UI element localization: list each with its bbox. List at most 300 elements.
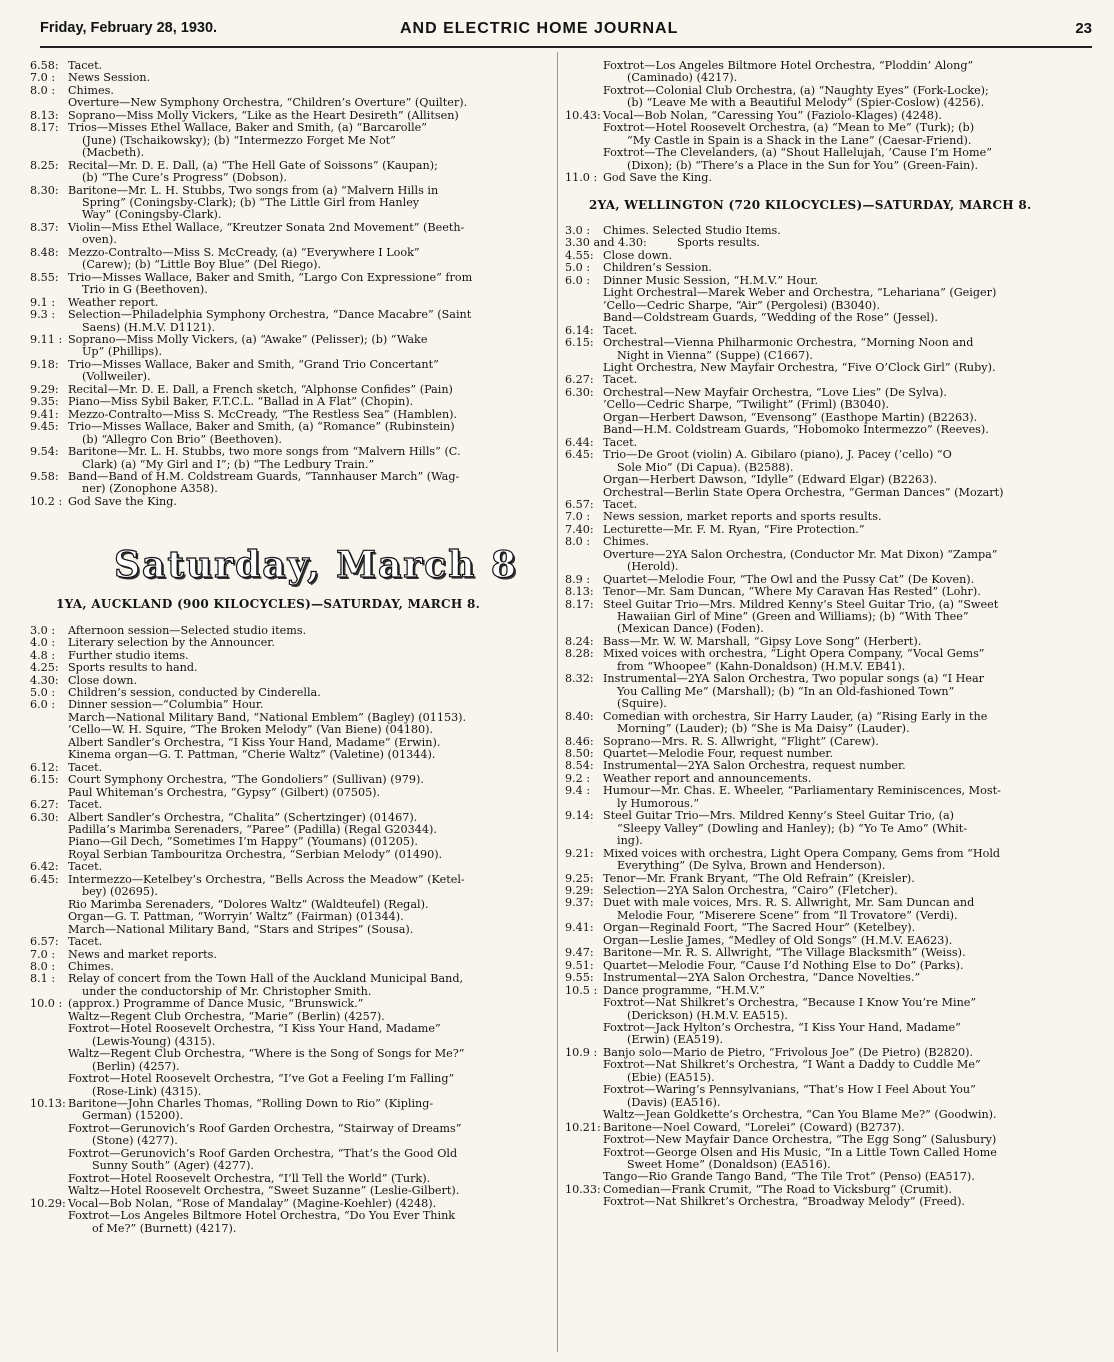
- right-column: [565, 60, 1077, 1209]
- program-time: 6.14:: [565, 323, 594, 337]
- program-subitem: Organ—G. T. Pattman, “Worryin’ Waltz” (Fairman) (01344).: [68, 910, 404, 924]
- program-text: Trio—Misses Wallace, Baker and Smith, “Largo Con Expressione” from: [68, 270, 473, 284]
- program-subitem: Rio Marimba Serenaders, “Dolores Waltz” (Waldteufel) (Regal).: [68, 897, 429, 911]
- program-text: (b) “Allegro Con Brio” (Beethoven).: [82, 432, 282, 446]
- program-text: Tacet.: [68, 860, 103, 874]
- program-text: Chimes.: [68, 960, 114, 973]
- program-time: 10.29:: [30, 1196, 66, 1210]
- program-text: Trios—Misses Ethel Wallace, Baker and Smith, (a) “Barcarolle”: [68, 121, 428, 135]
- program-subitem: ’Cello—W. H. Squire, “The Broken Melody” (Van Biene) (04180).: [68, 723, 434, 737]
- program-time: 7.0 :: [30, 947, 56, 961]
- program-subitem: (Derickson) (H.M.V. EA515).: [627, 1008, 788, 1022]
- program-text: Sports results to hand.: [68, 661, 198, 675]
- program-entry: [30, 160, 548, 185]
- program-subitem: Waltz—Regent Club Orchestra, “Where is the Song of Songs for Me?”: [68, 1047, 465, 1061]
- program-entry: [565, 1047, 1077, 1122]
- program-text: Spring” (Coningsby-Clark); (b) “The Little Girl from Hanley: [82, 195, 420, 209]
- program-text: Relay of concert from the Town Hall of the Auckland Municipal Band,: [68, 972, 464, 986]
- program-time: 9.2 :: [565, 771, 591, 785]
- program-time: 10.43:: [565, 108, 601, 122]
- program-text: Instrumental—2YA Salon Orchestra, “Dance Novelties.”: [603, 971, 921, 985]
- program-subitem: Sunny South” (Ager) (4277).: [92, 1159, 254, 1173]
- program-time: 6.27:: [30, 798, 59, 812]
- program-entry: [565, 1184, 1077, 1209]
- program-text: Further studio items.: [68, 648, 189, 662]
- program-entry: [565, 586, 1077, 598]
- program-time: 6.30:: [565, 385, 594, 399]
- program-subitem: Waltz—Regent Club Orchestra, “Marie” (Berlin) (4257).: [68, 1009, 385, 1023]
- program-text: Band—Band of H.M. Coldstream Guards, “Tannhauser March” (Wag-: [68, 469, 460, 483]
- program-time: 9.51:: [565, 958, 594, 972]
- program-text: Quartet—Melodie Four, “The Owl and the Pussy Cat” (De Koven).: [603, 572, 975, 586]
- program-subitem: Foxtrot—Los Angeles Biltmore Hotel Orchestra, “Do You Ever Think: [68, 1209, 456, 1223]
- program-entry: [30, 122, 548, 159]
- day-heading: Saturday, March 8: [114, 544, 518, 587]
- program-entry: [30, 247, 548, 272]
- program-text: Tacet.: [68, 59, 103, 72]
- program-text: Baritone—Mr. L. H. Stubbs, Two songs from (a) “Malvern Hills in: [68, 183, 439, 197]
- program-time: 8.0 :: [30, 83, 56, 97]
- program-subitem: Tango—Rio Grande Tango Band, “The Tile Trot” (Penso) (EA517).: [603, 1170, 975, 1184]
- program-time: 10.0 :: [30, 997, 63, 1011]
- program-time: 9.55:: [565, 971, 594, 985]
- program-text: Hawaiian Girl of Mine” (Green and Williams); (b) “With Thee”: [617, 610, 969, 624]
- program-entry: [565, 60, 1077, 110]
- program-time: 7.0 :: [565, 510, 591, 524]
- program-subitem: (Dixon); (b) “There’s a Place in the Sun for You” (Green-Fain).: [627, 158, 979, 172]
- program-entry: [30, 446, 548, 471]
- friday-program-tail: [30, 60, 548, 508]
- program-text: ing).: [617, 834, 643, 848]
- program-entry: [565, 1122, 1077, 1184]
- program-time: 8.28:: [565, 647, 594, 661]
- program-time: 3.0 :: [30, 623, 56, 637]
- program-time: 8.13:: [30, 108, 59, 122]
- program-time: 8.32:: [565, 672, 594, 686]
- program-entry: [30, 396, 548, 408]
- program-text: Piano—Miss Sybil Baker, F.T.C.L. “Ballad in A Flat” (Chopin).: [68, 395, 414, 409]
- program-text: Tacet.: [603, 497, 638, 511]
- program-subitem: Light Orchestral—Marek Weber and Orchestra, “Lehariana” (Geiger): [603, 286, 997, 300]
- program-entry: [565, 337, 1077, 374]
- program-entry: [565, 972, 1077, 984]
- program-text: God Save the King.: [603, 171, 712, 185]
- program-entry: [30, 799, 548, 811]
- program-text: Steel Guitar Trio—Mrs. Mildred Kenny’s Steel Guitar Trio, (a) “Sweet: [603, 597, 999, 611]
- program-time: 6.0 :: [30, 698, 56, 712]
- program-text: Tacet.: [68, 935, 103, 949]
- program-time: 8.37:: [30, 220, 59, 234]
- program-subitem: Padilla’s Marimba Serenaders, “Paree” (Padilla) (Regal G20344).: [68, 823, 437, 837]
- program-time: 9.29:: [565, 884, 594, 897]
- program-text: ner) (Zonophone A358).: [82, 482, 218, 496]
- program-time: 9.25:: [565, 871, 594, 885]
- program-text: Court Symphony Orchestra, “The Gondoliers” (Sullivan) (979).: [68, 773, 424, 787]
- program-text: Trio—Misses Wallace, Baker and Smith, (a) “Romance” (Rubinstein): [68, 420, 455, 434]
- program-text: Weather report.: [68, 295, 159, 309]
- program-text: (Mexican Dance) (Foden).: [617, 622, 764, 636]
- program-subitem: ’Cello—Cedric Sharpe, “Air” (Pergolesi) (B3040).: [603, 298, 880, 312]
- program-subitem: (b) “Leave Me with a Beautiful Melody” (Spier-Coslow) (4256).: [627, 96, 985, 110]
- program-text: Tacet.: [603, 435, 638, 449]
- program-time: 9.4 :: [565, 784, 591, 798]
- program-entry: [30, 222, 548, 247]
- program-subitem: Foxtrot—Nat Shilkret’s Orchestra, “Because I Know You’re Mine”: [603, 996, 977, 1010]
- program-text: Tacet.: [603, 323, 638, 337]
- program-entry: [565, 536, 1077, 573]
- program-entry: [30, 812, 548, 862]
- program-time: 10.5 :: [565, 983, 598, 997]
- program-subitem: Foxtrot—Hotel Roosevelt Orchestra, “I Kiss Your Hand, Madame”: [68, 1022, 441, 1036]
- program-subitem: (Rose-Link) (4315).: [92, 1084, 202, 1098]
- program-subitem: Overture—2YA Salon Orchestra, (Conductor Mr. Mat Dixon) “Zampa”: [603, 547, 998, 561]
- issue-date: Friday, February 28, 1930.: [40, 20, 218, 36]
- program-time: 6.15:: [565, 336, 594, 350]
- program-entry: [30, 272, 548, 297]
- program-text: You Calling Me” (Marshall); (b) “In an Old-fashioned Town”: [617, 684, 955, 698]
- program-time: 6.58:: [30, 59, 59, 72]
- program-entry: [565, 648, 1077, 673]
- program-text: Tenor—Mr. Sam Duncan, “Where My Caravan Has Rested” (Lohr).: [603, 585, 981, 599]
- program-text: Clark) (a) “My Girl and I”; (b) “The Ledbury Train.”: [82, 457, 375, 471]
- program-time: 9.3 :: [30, 308, 56, 322]
- program-text: (June) (Tschaikowsky); (b) “Intermezzo Forget Me Not”: [82, 133, 396, 147]
- program-subitem: (Caminado) (4217).: [627, 71, 738, 85]
- program-text: Sole Mio” (Di Capua). (B2588).: [617, 460, 794, 474]
- program-time: 4.55:: [565, 248, 594, 262]
- program-time: 8.54:: [565, 759, 594, 773]
- program-time: 8.1 :: [30, 972, 56, 986]
- program-2ya: [565, 225, 1077, 1209]
- program-entry: [565, 511, 1077, 523]
- program-time: 4.8 :: [30, 648, 56, 662]
- program-text: Recital—Mr. D. E. Dall, a French sketch, “Alphonse Confides” (Pain): [68, 382, 453, 396]
- program-subitem: Foxtrot—Nat Shilkret’s Orchestra, “I Want a Daddy to Cuddle Me”: [603, 1058, 981, 1072]
- program-time: 6.42:: [30, 860, 59, 874]
- program-entry: [565, 110, 1077, 172]
- program-text: (Carew); (b) “Little Boy Blue” (Del Riego).: [82, 258, 322, 272]
- program-text: (approx.) Programme of Dance Music, “Brunswick.”: [68, 997, 364, 1011]
- left-column: [30, 60, 548, 1235]
- program-text: German) (15200).: [82, 1109, 184, 1123]
- program-text: Mezzo-Contralto—Miss S. McCready, “The Restless Sea” (Hamblen).: [68, 407, 458, 421]
- program-text: Selection—2YA Salon Orchestra, “Cairo” (Fletcher).: [603, 884, 898, 897]
- program-text: Organ—Reginald Foort, “The Sacred Hour” (Ketelbey).: [603, 921, 916, 935]
- program-subitem: Foxtrot—Los Angeles Biltmore Hotel Orchestra, “Ploddin’ Along”: [603, 59, 974, 72]
- program-text: Orchestral—New Mayfair Orchestra, “Love Lies” (De Sylva).: [603, 385, 947, 399]
- program-time: 9.1 :: [30, 295, 56, 309]
- program-text: Baritone—Mr. R. S. Allwright, “The Village Blacksmith” (Weiss).: [603, 946, 966, 960]
- program-time: 6.30:: [30, 810, 59, 824]
- page-number: 23: [1075, 20, 1092, 37]
- program-text: Humour—Mr. Chas. E. Wheeler, “Parliamentary Reminiscences, Most-: [603, 784, 1001, 798]
- program-text: Lecturette—Mr. F. M. Ryan, “Fire Protection.”: [603, 522, 865, 536]
- program-entry: [565, 275, 1077, 325]
- program-subitem: (Erwin) (EA519).: [627, 1033, 724, 1047]
- program-text: Comedian—Frank Crumit, “The Road to Vicksburg” (Crumit).: [603, 1182, 952, 1196]
- program-time: 10.2 :: [30, 494, 63, 508]
- program-text: (b) “The Cure’s Progress” (Dobson).: [82, 171, 287, 185]
- program-time: 8.50:: [565, 747, 594, 761]
- program-entry: [30, 973, 548, 998]
- program-time: 8.25:: [30, 158, 59, 172]
- program-time: 10.33:: [565, 1182, 601, 1196]
- program-text: Children’s Session.: [603, 261, 712, 275]
- program-text: Trio—Misses Wallace, Baker and Smith, “Grand Trio Concertant”: [68, 357, 439, 371]
- program-entry: [30, 471, 548, 496]
- program-text: News and market reports.: [68, 947, 217, 961]
- program-text: Dinner session—“Columbia” Hour.: [68, 698, 264, 712]
- program-text: Banjo solo—Mario de Pietro, “Frivolous Joe” (De Pietro) (B2820).: [603, 1045, 974, 1059]
- program-time: 8.0 :: [30, 960, 56, 973]
- program-subitem: (Ebie) (EA515).: [627, 1070, 715, 1084]
- program-time: 10.13:: [30, 1096, 66, 1110]
- program-text: Orchestral—Vienna Philharmonic Orchestra, “Morning Noon and: [603, 336, 974, 350]
- program-text: Intermezzo—Ketelbey’s Orchestra, “Bells Across the Meadow” (Ketel-: [68, 872, 465, 886]
- program-subitem: Overture—New Symphony Orchestra, “Children’s Overture” (Quilter).: [68, 96, 468, 110]
- program-entry: [565, 848, 1077, 873]
- program-time: 8.46:: [565, 734, 594, 748]
- program-subitem: Foxtrot—Gerunovich’s Roof Garden Orchestra, “Stairway of Dreams”: [68, 1121, 462, 1135]
- program-subitem: Foxtrot—Hotel Roosevelt Orchestra, “I’ll Tell the World” (Turk).: [68, 1171, 431, 1185]
- program-entry: [30, 1098, 548, 1198]
- program-subitem: Foxtrot—New Mayfair Dance Orchestra, “The Egg Song” (Salusbury): [603, 1133, 997, 1147]
- program-text: Violin—Miss Ethel Wallace, “Kreutzer Sonata 2nd Movement” (Beeth-: [68, 220, 465, 234]
- program-subitem: Light Orchestra, New Mayfair Orchestra, “Five O’Clock Girl” (Ruby).: [603, 360, 996, 374]
- program-text: Comedian with orchestra, Sir Harry Lauder, (a) “Rising Early in the: [603, 709, 988, 723]
- program-time: 7.0 :: [30, 71, 56, 85]
- program-text: “Sleepy Valley” (Dowling and Hanley); (b) “Yo Te Amo” (Whit-: [617, 821, 968, 835]
- program-subitem: March—National Military Band, “Stars and Stripes” (Sousa).: [68, 922, 414, 936]
- program-entry: [30, 774, 548, 799]
- program-text: Tacet.: [603, 373, 638, 387]
- program-entry: [30, 421, 548, 446]
- program-text: Way” (Coningsby-Clark).: [82, 208, 222, 222]
- program-time: 6.0 :: [565, 273, 591, 287]
- program-entry: [30, 359, 548, 384]
- program-subitem: Piano—Gil Dech, “Sometimes I’m Happy” (Youmans) (01205).: [68, 835, 418, 849]
- program-entry: [565, 449, 1077, 499]
- program-text: Mezzo-Contralto—Miss S. McCready, (a) “Everywhere I Look”: [68, 245, 420, 259]
- station-heading-1ya: 1YA, AUCKLAND (900 KILOCYCLES)—SATURDAY, MARCH 8.: [56, 597, 481, 612]
- program-text: from “Whoopee” (Kahn-Donaldson) (H.M.V. EB41).: [617, 659, 906, 673]
- program-time: 11.0 :: [565, 171, 598, 185]
- program-text: Trio in G (Beethoven).: [82, 283, 208, 297]
- program-subitem: (Berlin) (4257).: [92, 1059, 180, 1073]
- program-text: Up” (Phillips).: [82, 345, 163, 359]
- program-time: 6.45:: [565, 448, 594, 462]
- program-subitem: Paul Whiteman’s Orchestra, “Gypsy” (Gilbert) (07505).: [68, 785, 381, 799]
- column-divider: [557, 52, 558, 1352]
- program-time: 5.0 :: [565, 261, 591, 275]
- program-time: 8.17:: [30, 121, 59, 135]
- program-text: Close down.: [603, 248, 673, 262]
- program-text: God Save the King.: [68, 494, 177, 508]
- program-entry: [30, 185, 548, 222]
- program-text: News session, market reports and sports results.: [603, 510, 882, 524]
- program-text: Tacet.: [68, 798, 103, 812]
- program-entry: [565, 947, 1077, 959]
- program-text: Trio—De Groot (violin) A. Gibilaro (piano), J. Pacey (’cello) “O: [603, 448, 952, 462]
- program-subitem: Waltz—Hotel Roosevelt Orchestra, “Sweet Suzanne” (Leslie-Gilbert).: [68, 1184, 460, 1198]
- program-text: Selection—Philadelphia Symphony Orchestra, “Dance Macabre” (Saint: [68, 308, 472, 322]
- program-subitem: Foxtrot—Nat Shilkret’s Orchestra, “Broadway Melody” (Freed).: [603, 1195, 965, 1209]
- program-text: Baritone—Noel Coward, “Lorelei” (Coward) (B2737).: [603, 1120, 905, 1134]
- program-time: 9.29:: [30, 382, 59, 396]
- journal-title: AND ELECTRIC HOME JOURNAL: [400, 20, 679, 37]
- header-rule: [40, 46, 1092, 48]
- program-time: 9.37:: [565, 896, 594, 910]
- program-entry: [30, 85, 548, 110]
- program-subitem: Foxtrot—Gerunovich’s Roof Garden Orchestra, “That’s the Good Old: [68, 1146, 458, 1160]
- program-text: Everything” (De Sylva, Brown and Henderson).: [617, 859, 886, 873]
- program-entry: [30, 998, 548, 1098]
- program-subitem: Organ—Herbert Dawson, “Idylle” (Edward Elgar) (B2263).: [603, 473, 938, 487]
- program-text: Chimes.: [68, 83, 114, 97]
- program-entry: [565, 785, 1077, 810]
- program-time: 9.41:: [30, 407, 59, 421]
- program-time: 8.17:: [565, 597, 594, 611]
- program-time: 9.35:: [30, 395, 59, 409]
- program-time: 10.21:: [565, 1120, 601, 1134]
- program-time: 8.24:: [565, 634, 594, 648]
- program-text: Duet with male voices, Mrs. R. S. Allwright, Mr. Sam Duncan and: [603, 896, 975, 910]
- program-text: Instrumental—2YA Salon Orchestra, request number.: [603, 759, 906, 773]
- program-entry: [30, 334, 548, 359]
- program-time: 4.30:: [30, 673, 59, 687]
- program-text: Close down.: [68, 673, 138, 687]
- program-subitem: Foxtrot—Hotel Roosevelt Orchestra, “I’ve Got a Feeling I’m Falling”: [68, 1072, 455, 1086]
- program-text: Mixed voices with orchestra, “Light Opera Company, “Vocal Gems”: [603, 647, 985, 661]
- program-entry: [565, 711, 1077, 736]
- program-text: Tenor—Mr. Frank Bryant, “The Old Refrain” (Kreisler).: [603, 871, 915, 885]
- program-time: 8.40:: [565, 709, 594, 723]
- program-subitem: (Lewis-Young) (4315).: [92, 1034, 216, 1048]
- program-entry: [30, 309, 548, 334]
- program-subitem: Band—H.M. Coldstream Guards, “Hobomoko Intermezzo” (Reeves).: [603, 423, 989, 437]
- program-text: Literary selection by the Announcer.: [68, 636, 275, 650]
- program-subitem: Foxtrot—The Clevelanders, (a) “Shout Hallelujah, ’Cause I’m Home”: [603, 146, 992, 160]
- program-text: Chimes.: [603, 535, 649, 549]
- program-entry: [565, 599, 1077, 636]
- program-time: 3.30 and 4.30:: [565, 236, 647, 250]
- program-subitem: ’Cello—Cedric Sharpe, “Twilight” (Friml) (B3040).: [603, 398, 890, 412]
- program-time: 4.0 :: [30, 636, 56, 650]
- program-time: 6.15:: [30, 773, 59, 787]
- program-time: 8.0 :: [565, 535, 591, 549]
- program-time: 6.44:: [565, 435, 594, 449]
- program-text: under the conductorship of Mr. Christopher Smith.: [82, 984, 372, 998]
- station-heading-2ya: 2YA, WELLINGTON (720 KILOCYCLES)—SATURDAY, MARCH 8.: [589, 197, 1032, 212]
- program-entry: [565, 985, 1077, 1047]
- program-subitem: Foxtrot—George Olsen and His Music, “In a Little Town Called Home: [603, 1145, 997, 1159]
- program-entry: [30, 936, 548, 948]
- program-subitem: Waltz—Jean Goldkette’s Orchestra, “Can You Blame Me?” (Goodwin).: [603, 1108, 997, 1122]
- program-subitem: (Herold).: [627, 560, 679, 574]
- program-text: Afternoon session—Selected studio items.: [68, 623, 307, 637]
- program-time: 9.21:: [565, 846, 594, 860]
- program-subitem: Organ—Herbert Dawson, “Evensong” (Easthope Martin) (B2263).: [603, 410, 978, 424]
- program-text: Baritone—Mr. L. H. Stubbs, two more songs from “Malvern Hills” (C.: [68, 445, 461, 459]
- program-text: (Squire).: [617, 697, 667, 711]
- program-entry: [30, 662, 548, 674]
- program-text: Quartet—Melodie Four, request number.: [603, 747, 834, 761]
- program-text: Sports results.: [677, 236, 760, 250]
- program-text: bey) (02695).: [82, 885, 158, 899]
- program-entry: [30, 699, 548, 761]
- program-text: Melodie Four, “Miserere Scene” from “Il Trovatore” (Verdi).: [617, 908, 958, 922]
- program-entry: [30, 496, 548, 508]
- program-entry: [30, 874, 548, 936]
- program-time: 6.12:: [30, 760, 59, 774]
- program-text: ly Humorous.”: [617, 796, 700, 810]
- program-entry: [565, 387, 1077, 437]
- program-entry: [30, 637, 548, 649]
- program-text: Children’s session, conducted by Cinderella.: [68, 686, 321, 700]
- program-time: 9.18:: [30, 357, 59, 371]
- program-text: Mixed voices with orchestra, Light Opera Company, Gems from “Hold: [603, 846, 1001, 860]
- program-text: (Vollweiler).: [82, 370, 151, 384]
- program-time: 8.48:: [30, 245, 59, 259]
- program-text: Bass—Mr. W. W. Marshall, “Gipsy Love Song” (Herbert).: [603, 634, 922, 648]
- program-text: oven).: [82, 233, 117, 247]
- program-entry: [565, 897, 1077, 922]
- program-text: Instrumental—2YA Salon Orchestra, Two popular songs (a) “I Hear: [603, 672, 984, 686]
- program-1ya-continued: [565, 60, 1077, 185]
- program-text: Recital—Mr. D. E. Dall, (a) “The Hell Gate of Soissons” (Kaupan);: [68, 158, 438, 172]
- program-time: 6.27:: [565, 373, 594, 387]
- program-text: Steel Guitar Trio—Mrs. Mildred Kenny’s Steel Guitar Trio, (a): [603, 809, 954, 823]
- program-entry: [565, 922, 1077, 947]
- program-time: 10.9 :: [565, 1045, 598, 1059]
- program-subitem: Sweet Home” (Donaldson) (EA516).: [627, 1157, 831, 1171]
- program-text: Dinner Music Session, “H.M.V.” Hour.: [603, 273, 819, 287]
- program-text: Night in Vienna” (Suppe) (C1667).: [617, 348, 813, 362]
- program-text: Dance programme, “H.M.V.”: [603, 983, 766, 997]
- program-subitem: “My Castle in Spain is a Shack in the Lane” (Caesar-Friend).: [627, 133, 972, 147]
- program-entry: [565, 262, 1077, 274]
- program-subitem: Band—Coldstream Guards, “Wedding of the Rose” (Jessel).: [603, 311, 938, 325]
- program-text: Baritone—John Charles Thomas, “Rolling Down to Rio” (Kipling-: [68, 1096, 434, 1110]
- program-text: Albert Sandler’s Orchestra, “Chalita” (Schertzinger) (01467).: [68, 810, 418, 824]
- program-subitem: March—National Military Band, “National Emblem” (Bagley) (01153).: [68, 710, 467, 724]
- program-time: 6.57:: [30, 935, 59, 949]
- program-time: 7.40:: [565, 522, 594, 536]
- program-text: Tacet.: [68, 760, 103, 774]
- program-subitem: of Me?” (Burnett) (4217).: [92, 1221, 237, 1235]
- program-text: Morning” (Lauder); (b) “She is Ma Daisy” (Lauder).: [617, 722, 910, 736]
- program-text: Weather report and announcements.: [603, 771, 812, 785]
- program-text: Chimes. Selected Studio Items.: [603, 223, 781, 237]
- program-time: 5.0 :: [30, 686, 56, 700]
- program-text: (Macbeth).: [82, 146, 145, 160]
- program-entry: [565, 673, 1077, 710]
- program-time: 6.45:: [30, 872, 59, 886]
- program-time: 3.0 :: [565, 223, 591, 237]
- program-text: Soprano—Mrs. R. S. Allwright, “Flight” (Carew).: [603, 734, 879, 748]
- program-time: 4.25:: [30, 661, 59, 675]
- program-time: 8.55:: [30, 270, 59, 284]
- program-subitem: Royal Serbian Tambouritza Orchestra, “Serbian Melody” (01490).: [68, 847, 443, 861]
- program-time: 9.58:: [30, 469, 59, 483]
- program-entry: [30, 1198, 548, 1235]
- program-text: Vocal—Bob Nolan, “Caressing You” (Faziolo-Klages) (4248).: [603, 108, 942, 122]
- program-time: 9.14:: [565, 809, 594, 823]
- program-time: 9.54:: [30, 445, 59, 459]
- program-text: Quartet—Melodie Four, “Cause I’d Nothing Else to Do” (Parks).: [603, 958, 964, 972]
- program-time: 6.57:: [565, 497, 594, 511]
- program-entry: [565, 374, 1077, 386]
